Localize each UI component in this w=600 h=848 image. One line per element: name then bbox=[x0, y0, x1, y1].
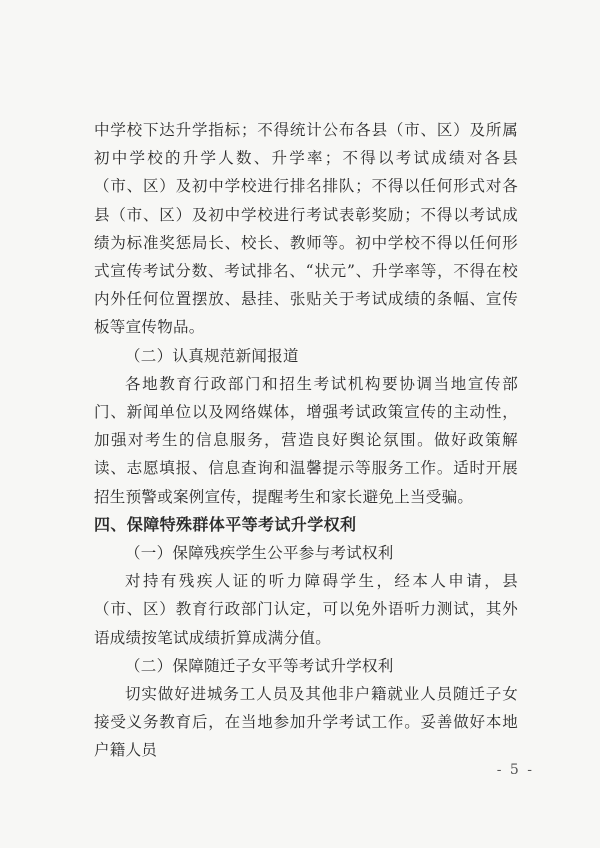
paragraph-news-reporting: 各地教育行政部门和招生考试机构要协调当地宣传部门、新闻单位以及网络媒体，增强考试政策宣传的主动性，加强对考生的信息服务，营造良好舆论氛围。做好政策解读、志愿填报、信息查询和温馨提示等服务工作。适时开展招生预警或案例宣传，提醒考生和家长避免上当受骗。 bbox=[94, 374, 518, 506]
subheading-migrant-children: （二）保障随迁子女平等考试升学权利 bbox=[125, 656, 394, 675]
page-number: - 5 - bbox=[496, 762, 534, 778]
paragraph-disabled-students: 对持有残疾人证的听力障碍学生，经本人申请，县（市、区）教育行政部门认定，可以免外语听力测试，其外语成绩按笔试成绩折算成满分值。 bbox=[94, 572, 518, 647]
section-heading-special-groups: 四、保障特殊群体平等考试升学权利 bbox=[94, 514, 357, 534]
subheading-news-reporting: （二）认真规范新闻报道 bbox=[125, 346, 299, 365]
page-body bbox=[94, 116, 518, 765]
subheading-disabled-students: （一）保障残疾学生公平参与考试权利 bbox=[125, 544, 394, 563]
paragraph-admission-indicators: 中学校下达升学指标；不得统计公布各县（市、区）及所属初中学校的升学人数、升学率；不得以考试成绩对各县（市、区）及初中学校进行排名排队；不得以任何形式对各县（市、区）及初中学校进行考试表彰奖励；不得以考试成绩为标准奖惩局长、校长、教师等。初中学校不得以任何形式宣传考试分数、考试排名、“状元”、升学率等，不得在校内外任何位置摆放、悬挂、张贴关于考试成绩的条幅、宣传板等宣传物品。 bbox=[94, 121, 518, 337]
paragraph-migrant-children: 切实做好进城务工人员及其他非户籍就业人员随迁子女接受义务教育后，在当地参加升学考试工作。妥善做好本地户籍人员 bbox=[94, 685, 518, 760]
